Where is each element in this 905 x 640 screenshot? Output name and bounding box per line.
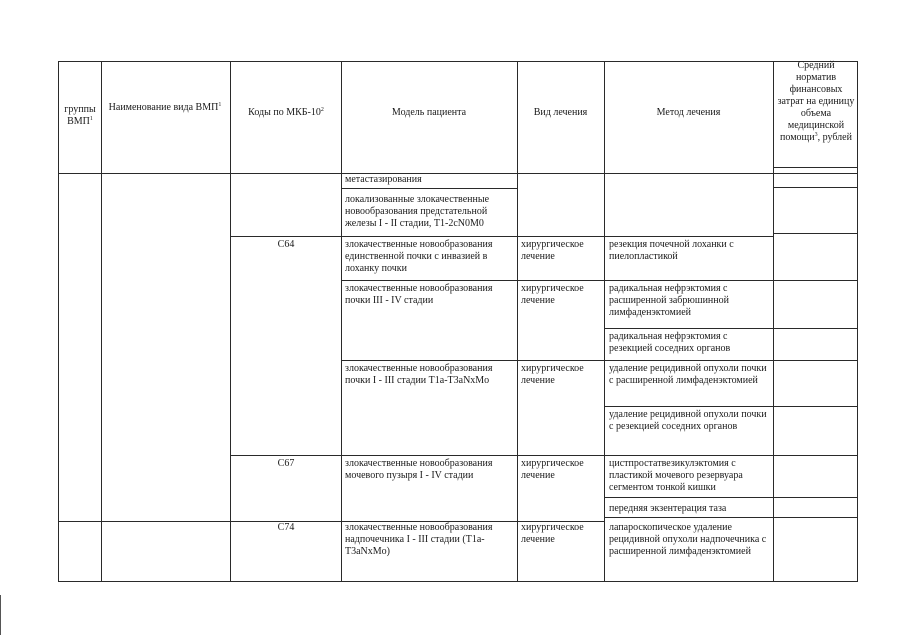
col-line <box>773 61 774 582</box>
treatment-type-cell: хирургическое лечение <box>521 458 584 481</box>
col-line <box>230 61 231 582</box>
model-cell: локализованные злокачественные новообразования предстательной железы I - II стадии, T1-2cN0M0 <box>345 194 490 229</box>
model-cell: метастазирования <box>345 174 422 185</box>
model-cell: злокачественные новообразования надпочечника I - III стадии (T1a-T3aNxMo) <box>345 522 493 557</box>
header-name <box>106 102 224 114</box>
table-left-border <box>58 61 59 582</box>
model-cell: злокачественные новообразования единственной почки с инвазией в лоханку почки <box>345 239 493 274</box>
row-line <box>773 167 857 168</box>
col-line <box>604 61 605 582</box>
header-codes <box>233 107 339 119</box>
header-cost-text: Средний норматив финансовых затрат на единицу объема медицинской помощи <box>777 60 855 143</box>
method-cell: передняя экзентерация таза <box>609 503 727 514</box>
header-cost-unit: , рублей <box>817 132 852 143</box>
table-bottom-border <box>58 581 857 582</box>
scan-edge <box>0 595 1 635</box>
treatment-type-cell: хирургическое лечение <box>521 283 584 306</box>
method-cell: радикальная нефрэктомия с расширенной забрюшинной лимфаденэктомией <box>609 283 729 318</box>
row-line <box>773 233 857 234</box>
table-top-border <box>58 61 857 62</box>
header-codes-sup: 2 <box>320 107 324 113</box>
col-line <box>341 61 342 582</box>
header-cost-sup: 3 <box>814 132 818 138</box>
col-line <box>101 61 102 582</box>
method-cell: цистпростатвезикулэктомия с пластикой мочевого резервуара сегментом тонкой кишки <box>609 458 743 493</box>
treatment-type-cell: хирургическое лечение <box>521 522 584 545</box>
row-line <box>341 188 517 189</box>
header-name-text: Наименование вида ВМП <box>108 102 219 113</box>
row-line <box>604 406 857 407</box>
row-line <box>773 187 857 188</box>
treatment-type-cell: хирургическое лечение <box>521 363 584 386</box>
header-model: Модель пациента <box>391 107 467 118</box>
header-method: Метод лечения <box>656 107 721 118</box>
model-cell: злокачественные новообразования почки I - III стадии T1a-T3aNxMo <box>345 363 493 386</box>
model-cell: злокачественные новообразования мочевого пузыря I - IV стадии <box>345 458 493 481</box>
header-group-text: группы ВМП <box>64 104 96 127</box>
code-cell: C74 <box>277 522 295 533</box>
method-cell: удаление рецидивной опухоли почки с резекцией соседних органов <box>609 409 767 432</box>
row-line <box>604 517 857 518</box>
code-cell: C67 <box>277 458 295 469</box>
header-codes-text: Коды по МКБ-10 <box>248 107 321 118</box>
method-cell: радикальная нефрэктомия с резекцией соседних органов <box>609 331 731 354</box>
method-cell: удаление рецидивной опухоли почки с расширенной лимфаденэктомией <box>609 363 767 386</box>
header-group <box>60 104 100 128</box>
row-line <box>604 328 857 329</box>
treatment-type-cell: хирургическое лечение <box>521 239 584 262</box>
row-line <box>230 236 773 237</box>
row-line <box>604 497 857 498</box>
row-line <box>230 455 857 456</box>
model-cell: злокачественные новообразования почки III - IV стадии <box>345 283 493 306</box>
col-line <box>517 61 518 582</box>
header-cost <box>777 60 855 144</box>
row-line <box>341 360 857 361</box>
table-right-border <box>857 61 858 582</box>
method-cell: резекция почечной лоханки с пиелопластикой <box>609 239 734 262</box>
header-group-sup: 1 <box>89 116 93 122</box>
code-cell: C64 <box>277 239 295 250</box>
row-line <box>341 280 857 281</box>
header-treatment-type: Вид лечения <box>533 107 588 118</box>
header-name-sup: 1 <box>218 102 222 108</box>
method-cell: лапароскопическое удаление рецидивной опухоли надпочечника с расширенной лимфаденэктомией <box>609 522 767 557</box>
